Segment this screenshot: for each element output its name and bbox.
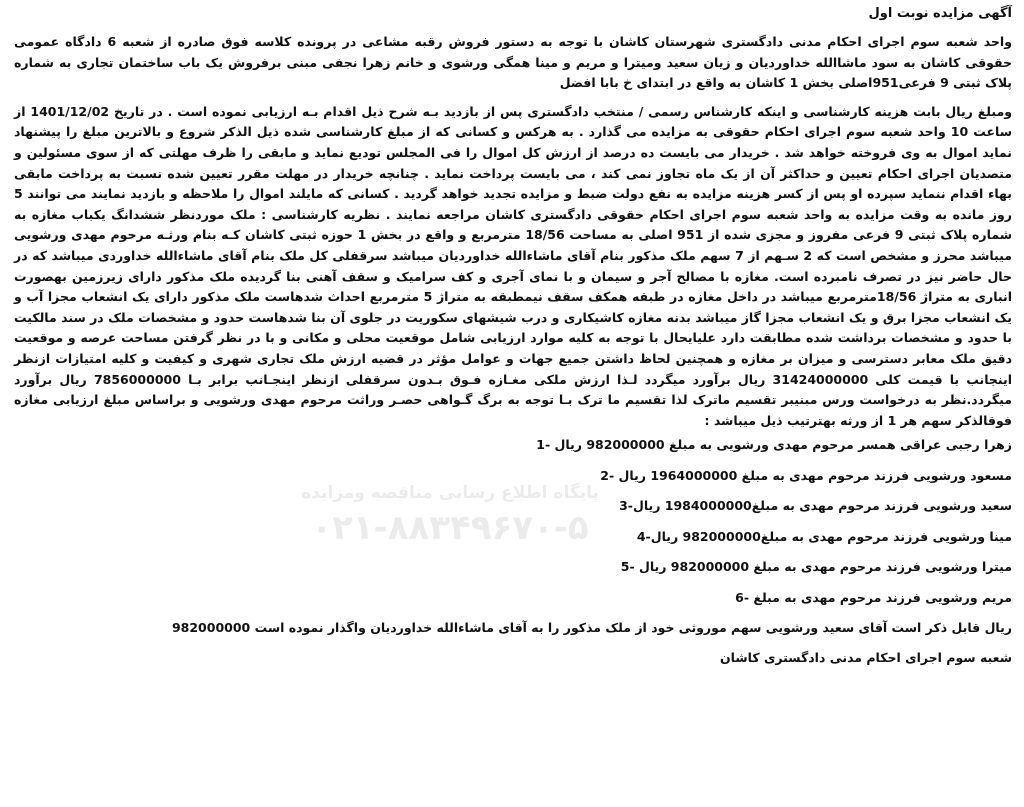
heir-item-3: سعید ورشویی فرزند مرحوم مهدی به مبلغ1984000000 ریال-3: [619, 498, 1012, 514]
closing-note: ریال قابل ذکر است آقای سعید ورشویی سهم موروثی خود از ملک مذکور را به آقای ماشاءالله خداوردیان واگذار نموده است 982000000: [171, 620, 1012, 636]
watermark-site-name: پایگاه اطلاع رسانی مناقصه ومزایده: [301, 483, 599, 503]
watermark-phone: ۰۲۱-۸۸۳۴۹۶۷۰-۵: [311, 508, 589, 548]
issuing-office: شعبه سوم اجرای احکام مدنی دادگستری کاشان: [719, 650, 1012, 666]
heir-item-5: میترا ورشویی فرزند مرحوم مهدی به مبلغ 982000000 ریال -5: [620, 559, 1012, 575]
notice-title: آگهی مزایده نوبت اول: [868, 6, 1012, 21]
heirs-list: [14, 435, 1012, 608]
heir-item-2: مسعود ورشویی فرزند مرحوم مهدی به مبلغ 1964000000 ریال -2: [600, 467, 1012, 483]
heir-item-6: مریم ورشویی فرزند مرحوم مهدی به مبلغ -6: [735, 589, 1012, 605]
intro-paragraph: واحد شعبه سوم اجرای احکام مدنی دادگستری شهرستان کاشان با توجه به دستور فروش رقبه مشاعی در پرونده کلاسه فوق صادره از شعبه 6 دادگاه عمومی حقوقی کاشان به سود ماشاالله خداوردیان و زیان سعید ومیترا و مریم و مینا همگی ورشوی و خانم زهرا نجفی مبنی برفروش یک باب ساختمان تجاری به شماره پلاک ثبتی 9 فرعی951اصلی بخش 1 کاشان به واقع در ابتدای خ بابا افضل: [14, 34, 1012, 91]
details-paragraph: ومبلغ ریال بابت هزینه کارشناسی و اینکه کارشناس رسمی / منتخب دادگستری پس از بازدید بـه شرح ذیل اقدام بـه ارزیابی نموده است . در تاریخ 1401/12/02 از ساعت 10 واحد شعبه سوم اجرای احکام حقوقی به مزایده می گذارد . به هرکس و کسانی که از مبلغ کارشناسی شده ذیل الذکر شروع و بالاترین مبلغ را پیشنهاد نماید اموال به وی فروخته خواهد شد . خریدار می بایست ده درصد از ارزش کل اموال را فی المجلس تودیع نماید و مابقی را ظرف مهلتی که از سوی مسئولین و متصدیان اجرای احکام تعیین و حداکثر آن از یک ماه تجاوز نمی کند ، می بایست پرداخت نماید . چنانچه خریدار در مهلت مقرر تعیین شده نسبت به پرداخت مابقی بهاء اقدام ننماید سپرده او پس از کسر هزینه مزایده به نفع دولت ضبط و مزایده تجدید خواهد گردید . کسانی که مایلند اموال را ملاحظه و بازدید نمایند می توانند 5 روز مانده به وقت مزایده به واحد شعبه سوم اجرای احکام حقوقی دادگستری کاشان مراجعه نمایند . نظریه کارشناسی : ملک موردنظر ششدانگ یکباب مغازه به شماره پلاک ثبتی 9 فرعی مفروز و مجزی شده از 951 اصلی به مساحت 18/56 مترمربع و واقع در بخش 1 حوزه ثبتی کاشان کـه بنام ورثـه مرحوم مهدی ورشویی میباشد محرز و مشخص است که 2 سـهم از 7 سهم ملک مذکور بنام آقای ماشاءالله خداوردیان میباشد سرقفلی کل ملک بنام آقای ماشاءالله خداوردی میباشد که در حال حاضر نیز در تصرف نامبرده است. مغازه با مصالح آجر و سیمان و با نمای آجری و کف سرامیک و سقف آهنی بنا گردیده ملک مذکور دارای زیرزمین بهصورت انباری به متراژ 18/56مترمربع میباشد در داخل مغازه در طبقه همکف سقف نیمطبقه به متراژ 5 مترمربع احداث شدهاست ملک مذکور دارای یک انشعاب مجزا آب و یک انشعاب مجزا برق و یک انشعاب مجزا گاز میباشد بدنه مغازه کاشیکاری و درب شیشهای سکوریت در جلوی آن بنا شدهاست حدود و مشخصات ملک در سند مالکیت با حدود و مشخصات برداشت شده مطابقت دارد علیایحال با توجه به کلیه موارد ارزیابی شامل موقعیت محلی و مکانی و با در نظر گرفتن مساحت عرصه و موقعیت دقیق ملک معابر دسترسی و میزان بر مغازه و همچنین لحاظ داشتن جمیع جهات و عوامل مؤثر در قضیه ارزش ملک تجاری شهری و کیفیت و کلیه امتیازات ازنظر اینجانب با قیمت کلی 31424000000 ریال برآورد میگردد لـذا ارزش ملکی مغـازه فـوق بـدون سرقفلی ازنظر اینجـانب برابر بـا 7856000000 ریال برآورد میگردد.نظر به درخواست ورس مبنیبر تقسیم ماترک لذا تقسیم ما ترک بـا توجه به برگ گـواهی حصـر وراثت مرحوم مهدی ورشویی و براساس مبلغ ارزیابی مغازه فوقالذکر سهم هر 1 از ورثه بهترتیب ذیل میباشد :: [14, 103, 1013, 428]
heir-item-1: زهرا رجبی عراقی همسر مرحوم مهدی ورشویی به مبلغ 982000000 ریال -1: [536, 437, 1012, 453]
heir-item-4: مینا ورشویی فرزند مرحوم مهدی به مبلغ982000000 ریال-4: [636, 528, 1012, 544]
